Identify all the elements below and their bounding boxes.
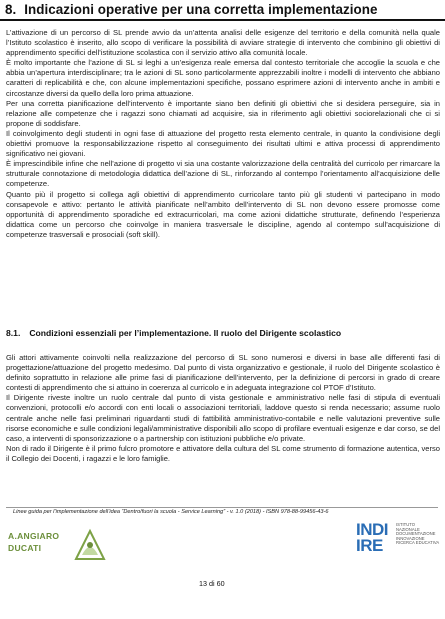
paragraph: Gli attori attivamente coinvolti nella realizzazione del percorso di SL sono numerosi e diversi in base alle differenti fasi di progettazione/attuazione del progetto medesimo. Dal punto di vista organizzativo e gestionale, il ruolo del Dirigente scolastico è definito soprattutto in relazione alle prime fasi di pianificazione dell’intervento, per la definizione di percorsi in grado di creare contesti di apprendimento che si attuino in coerenza al curricolo e in adeguata integrazione col PTOF d’Istituto. — [6, 353, 440, 393]
heading-rule — [0, 19, 445, 21]
paragraph: È imprescindibile infine che nell’azione di progetto vi sia una costante valorizzazione della centralità del curricolo per rimarcare la strutturale connotazione di metodologia didattica dell’azione di SL, rinforzando al contempo l’orientamento all’acquisizione delle competenze. — [6, 159, 440, 189]
angiar-ducati-logo — [8, 525, 146, 565]
indire-text-line1: INDI — [356, 520, 388, 539]
subsection-heading — [6, 328, 341, 338]
section-heading — [5, 2, 377, 17]
indire-logo — [356, 520, 444, 560]
paragraph: È molto importante che l’azione di SL si leghi a un’esigenza reale emersa dal contesto territoriale che accoglie la scuola e che abbia un’apertura interdisciplinare; tra le azioni di SL sono particolarmente apprezzabili inoltre i modelli di intervento che abbiano caratteri di replicabilità e che, con alcune implementazioni specifiche, possano esprimere azioni di intervento anche in ambiti e circostanze diversi da quello della loro prima attuazione. — [6, 58, 440, 98]
paragraph: Quanto più il progetto si collega agli obiettivi di apprendimento curricolare tanto più gli studenti vi partecipano in modo consapevole e attivo: pertanto le attività pianificate nell’ambito dell’intervento di SL non devono essere promosse come opportunità di apprendimento sporadiche ed extracurricolari, ma come azioni didattiche strutturate, definendo l’esperienza didattica come un percorso che coinvolge in maniera trasversale le discipline, agendo al contempo sull’acquisizione di competenze trasversali e prosociali (soft skill). — [6, 189, 440, 239]
indire-caption: ISTITUTO NAZIONALE DOCUMENTAZIONE INNOVAZIONE RICERCA EDUCATIVA — [396, 522, 440, 546]
page-number: 13 di 60 — [199, 579, 225, 588]
subsection-body — [6, 353, 440, 464]
leaf-emblem-icon — [70, 525, 110, 565]
paragraph: Per una corretta pianificazione dell’intervento è importante siano ben definiti gli obiettivi che si desidera perseguire, sia in relazione alle competenze che i ragazzi sono chiamati ad acquisire, sia in riferimento agli obiettivi sociorelazionali che ci si propone di soddisfare. — [6, 98, 440, 128]
subsection-number: 8.1. — [6, 328, 21, 338]
section-body — [6, 28, 440, 240]
footer-guide-text: Linee guida per l’implementazione dell’idea “Dentro/fuori la scuola - Service Learning” - v. 1.0 (2018) - ISBN 978-88-99456-43-6 — [13, 509, 329, 515]
paragraph: Il coinvolgimento degli studenti in ogni fase di attuazione del progetto resta elemento centrale, in quanto la condivisione degli obiettivi promuove la responsabilizzazione rispetto al conseguimento dei risultati ultimi e attiva processi di apprendimento significativo nei giovani. — [6, 128, 440, 159]
paragraph: Non di rado il Dirigente è il primo fulcro promotore e attivatore della cultura del SL come strumento di formazione autentica, verso il Collegio dei Docenti, i ragazzi e le loro famiglie. — [6, 443, 440, 463]
logo-left-line2: DUCATI — [8, 543, 42, 553]
indire-text-line2: IRE — [356, 536, 383, 555]
section-title: Indicazioni operative per una corretta implementazione — [24, 2, 378, 17]
paragraph: Il Dirigente riveste inoltre un ruolo centrale dal punto di vista gestionale e amministrativo nelle fasi di stipula di eventuali convenzioni, protocolli e/o accordi con enti locali o associazioni territoriali, laddove questo si renda necessario; assume ruolo centrale anche nelle fasi preliminari riguardanti studi di fattibilità amministrativo-contabile e nelle valutazioni preventive sulle risorse economiche e sulle condizioni legali/amministrative disponibili allo scopo di profilare eventuali esigenze e dar corso, se del caso, a interventi di sponsorizzazione o a partnership con istituzioni pubbliche e/o private. — [6, 393, 440, 443]
logo-left-line1: A.ANGIARO — [8, 531, 60, 541]
subsection-title: Condizioni essenziali per l’implementazione. Il ruolo del Dirigente scolastico — [29, 328, 342, 338]
footer-rule — [6, 507, 438, 508]
section-number: 8. — [5, 2, 17, 17]
paragraph: L’attivazione di un percorso di SL prende avvio da un’attenta analisi delle esigenze del territorio e della comunità nella quale l’Istituto scolastico è inserito, allo scopo di verificare la possibilità di avviare strategie di intervento che combinino gli obiettivi di apprendimento specifici dell’istituzione scolastica con il servizio attivo alla comunità locale. — [6, 28, 440, 58]
